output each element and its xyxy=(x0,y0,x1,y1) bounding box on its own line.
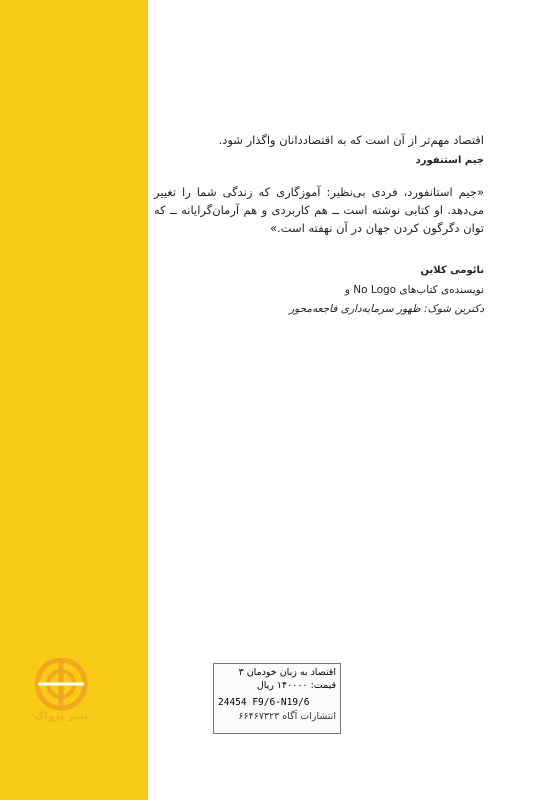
quote-author: نائومی کلاین xyxy=(420,265,484,276)
sticker-price: قیمت: ۱۴۰۰۰۰ ریال xyxy=(256,680,336,691)
epigraph-text: اقتصاد مهم‌تر از آن است که به اقتصاددانان واگذار شود. xyxy=(218,133,484,147)
epigraph-author: جیم استنفورد xyxy=(415,155,484,166)
author-description-2: دکترین شوک: ظهور سرمایه‌داری فاجعه‌محور xyxy=(289,303,484,315)
publisher-name: نشر پژواک xyxy=(34,711,88,722)
sticker-store: انتشارات آگاه ۶۶۴۶۷۳۲۳ xyxy=(238,711,336,722)
quote-text: «جیم استانفورد، فردی بی‌نظیر: آموزگاری که زندگی شما را تغییر می‌دهد. او کتابی نوشته است ــ هم کاربردی و هم آرمان‌گرایانه ــ که توان دگرگون کردن جهان در آن نهفته است.» xyxy=(154,185,484,235)
author-description-1: نویسنده‌ی کتاب‌های No Logo و xyxy=(344,284,484,296)
price-sticker xyxy=(213,663,341,734)
sticker-title: اقتصاد به زبان خودمان ۳ xyxy=(238,667,336,678)
publisher-logo-icon xyxy=(26,658,96,714)
sticker-codes: 24454 F9/6-N19/6 xyxy=(218,697,310,708)
